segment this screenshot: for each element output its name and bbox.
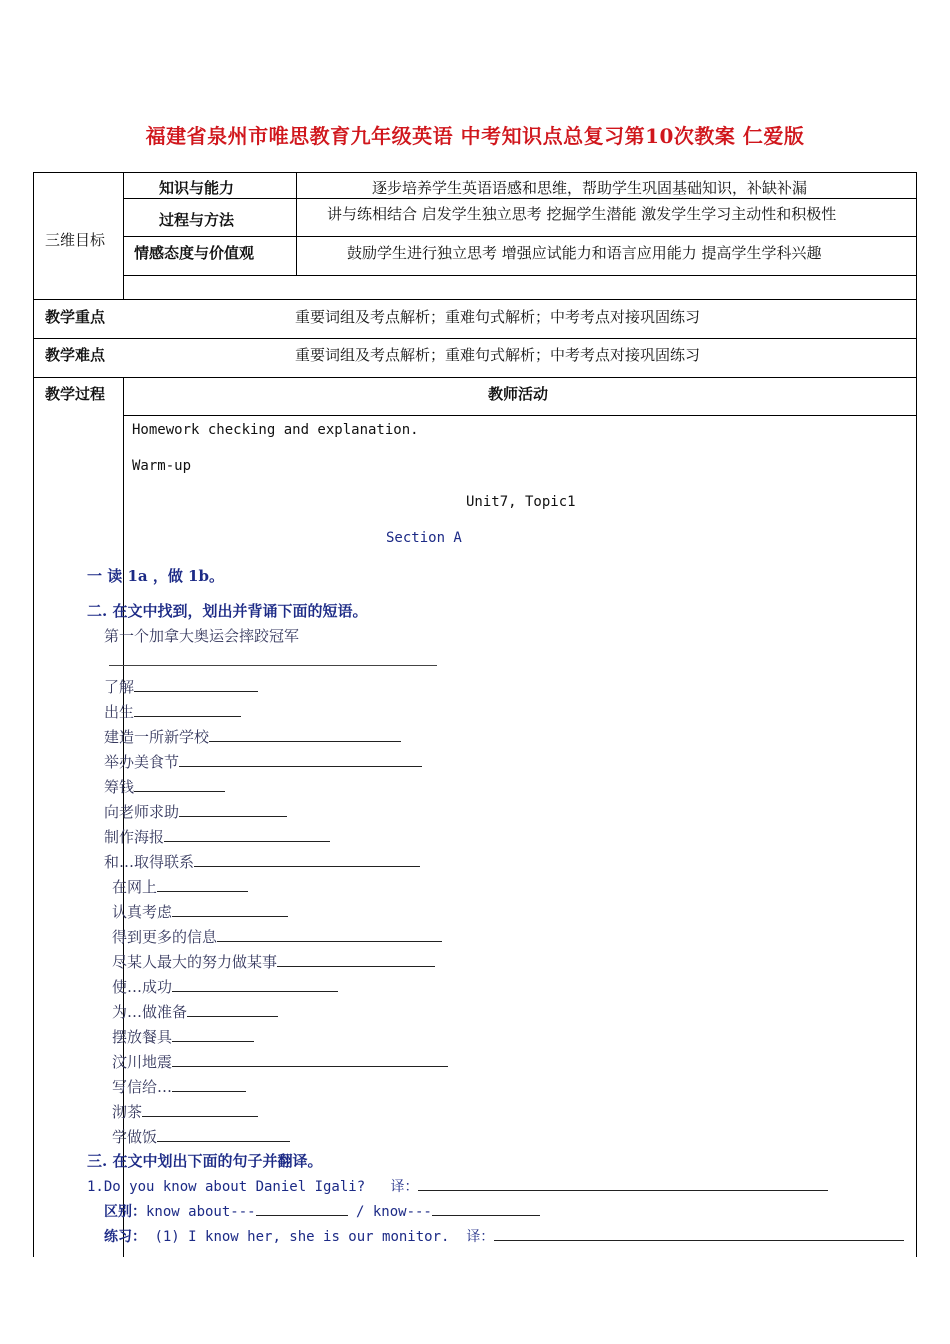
step-two: 二. 在文中找到，划出并背诵下面的短语。 <box>87 602 368 620</box>
teacher-activity-header: 教师活动 <box>488 385 549 403</box>
phrase-item: 尽某人最大的努力做某事 <box>112 950 435 972</box>
phrase-item: 为…做准备 <box>112 1000 278 1022</box>
sentence-one: 1.Do you know about Daniel Igali? 译： <box>87 1174 828 1196</box>
phrase-item: 建造一所新学校 <box>104 725 401 747</box>
phrase-item: 出生 <box>104 700 241 722</box>
step-one: 一 读 1a ，做 1b。 <box>87 567 224 585</box>
goal-process-label: 过程与方法 <box>159 211 235 229</box>
phrase-item: 在网上 <box>112 875 248 897</box>
phrase-item: 写信给… <box>112 1075 246 1097</box>
goal-attitude-label: 情感态度与价值观 <box>134 244 255 262</box>
goals-label: 三维目标 <box>45 231 106 249</box>
phrase-item: 沏茶 <box>112 1100 258 1122</box>
phrase-item: 第一个加拿大奥运会摔跤冠军 <box>104 627 300 645</box>
difficult-points-label: 教学难点 <box>45 346 106 364</box>
phrase-item: 认真考虑 <box>112 900 288 922</box>
goal-process-text: 讲与练相结合 启发学生独立思考 挖掘学生潜能 激发学生学习主动性和积极性 <box>327 205 837 223</box>
key-points-label: 教学重点 <box>45 308 106 326</box>
key-points-text: 重要词组及考点解析；重难句式解析；中考考点对接巩固练习 <box>295 308 701 326</box>
goal-knowledge-text: 逐步培养学生英语语感和思维，帮助学生巩固基础知识，补缺补漏 <box>372 179 808 197</box>
document-title: 福建省泉州市唯思教育九年级英语 中考知识点总复习第10次教案 仁爱版 <box>145 124 805 148</box>
phrase-item: 使…成功 <box>112 975 338 997</box>
unit-heading: Unit7, Topic1 <box>466 494 576 510</box>
phrase-item: 了解 <box>104 675 258 697</box>
phrase-item: 学做饭 <box>112 1125 290 1147</box>
practice-line: 练习： (1) I know her, she is our monitor. 译： <box>104 1224 904 1246</box>
step-three: 三. 在文中划出下面的句子并翻译。 <box>87 1152 323 1170</box>
process-label: 教学过程 <box>45 385 106 403</box>
homework-line: Homework checking and explanation. <box>132 422 419 438</box>
section-heading: Section A <box>386 530 462 546</box>
phrase-item: 举办美食节 <box>104 750 422 772</box>
phrase-item: 和…取得联系 <box>104 850 420 872</box>
difficult-points-text: 重要词组及考点解析；重难句式解析；中考考点对接巩固练习 <box>295 346 701 364</box>
phrase-item: 制作海报 <box>104 825 330 847</box>
goal-attitude-text: 鼓励学生进行独立思考 增强应试能力和语言应用能力 提高学生学科兴趣 <box>347 244 822 262</box>
phrase-item: 摆放餐具 <box>112 1025 254 1047</box>
phrase-item: 筹钱 <box>104 775 225 797</box>
phrase-item: 向老师求助 <box>104 800 287 822</box>
phrase-item: 汶川地震 <box>112 1050 448 1072</box>
goal-knowledge-label: 知识与能力 <box>159 179 235 197</box>
difference-line: 区别：know about--- / know--- <box>104 1199 540 1221</box>
warmup-line: Warm-up <box>132 458 192 474</box>
answer-blank <box>109 665 437 666</box>
phrase-item: 得到更多的信息 <box>112 925 442 947</box>
